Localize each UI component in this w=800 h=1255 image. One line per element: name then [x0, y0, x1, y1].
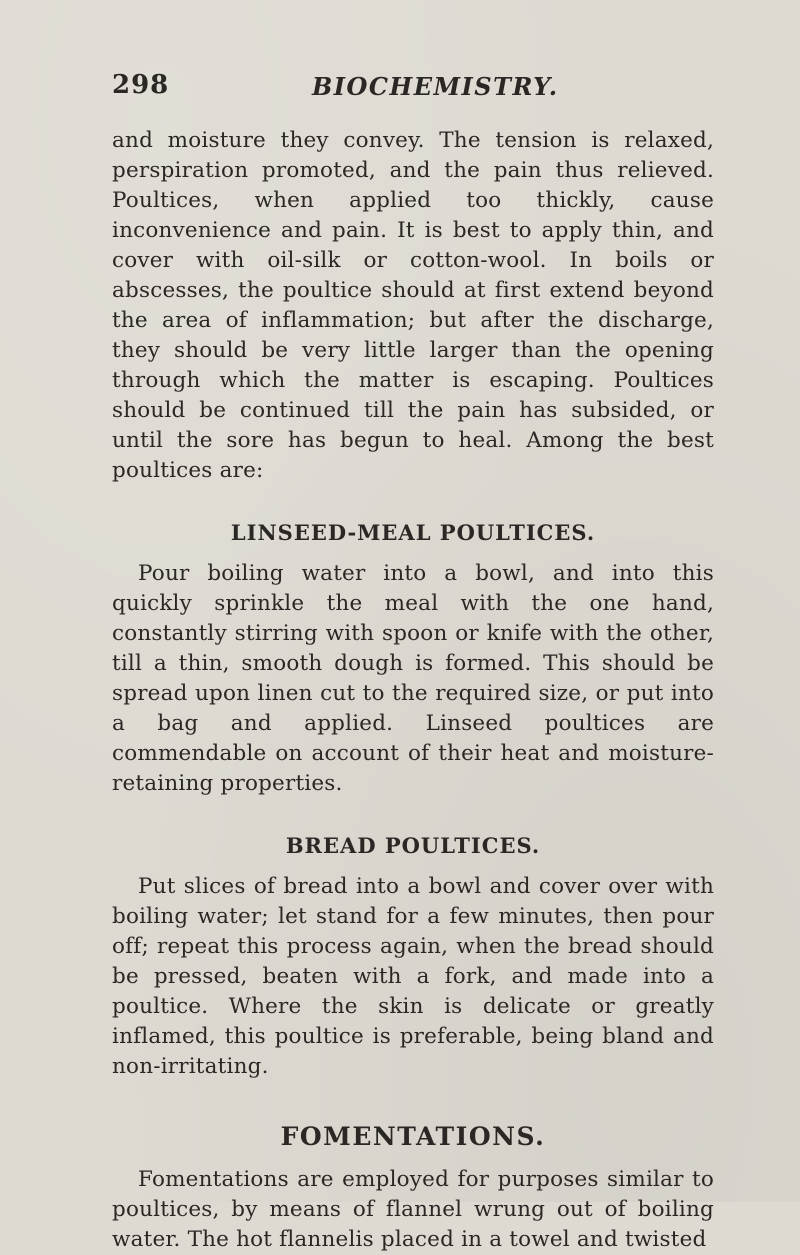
- fomentations-paragraph: Fomentations are employed for purposes similar to poultices, by means of flannel wrung out of boiling water. The hot flannelis placed in a towel and twisted: [112, 1167, 714, 1252]
- section-heading-linseed: LINSEED-MEAL POULTICES.: [230, 520, 596, 545]
- linseed-paragraph: Pour boiling water into a bowl, and into this quickly sprinkle the meal with the one hand, constantly stirring with spoon or knife with the other, till a thin, smooth dough is formed. This should be spread upon linen cut to the required size, or put into a bag and applied. Linseed poultices are commendable on account of their heat and moisture-retaining properties.: [112, 561, 714, 796]
- section-heading-fomentations: FOMENTATIONS.: [280, 1122, 546, 1151]
- page-body: [112, 126, 714, 1255]
- page-number: 298: [112, 70, 170, 100]
- intro-paragraph: and moisture they convey. The tension is relaxed, perspiration promoted, and the pain thus relieved. Poultices, when applied too thickly, cause inconvenience and pain. It is best to apply thin, and cover with oil-silk or cotton-wool. In boils or abscesses, the poultice should at first extend beyond the area of inflammation; but after the discharge, they should be very little larger than the opening through which the matter is escaping. Poultices should be continued till the pain has subsided, or until the sore has begun to heal. Among the best poultices are:: [112, 128, 714, 483]
- section-heading-bread: BREAD POULTICES.: [285, 833, 541, 858]
- page-header: [112, 70, 712, 110]
- running-title: BIOCHEMISTRY.: [312, 72, 559, 101]
- bread-paragraph: Put slices of bread into a bowl and cover over with boiling water; let stand for a few minutes, then pour off; repeat this process again, when the bread should be pressed, beaten with a fork, and made into a poultice. Where the skin is delicate or greatly inflamed, this poultice is preferable, being bland and non-irritating.: [112, 874, 714, 1079]
